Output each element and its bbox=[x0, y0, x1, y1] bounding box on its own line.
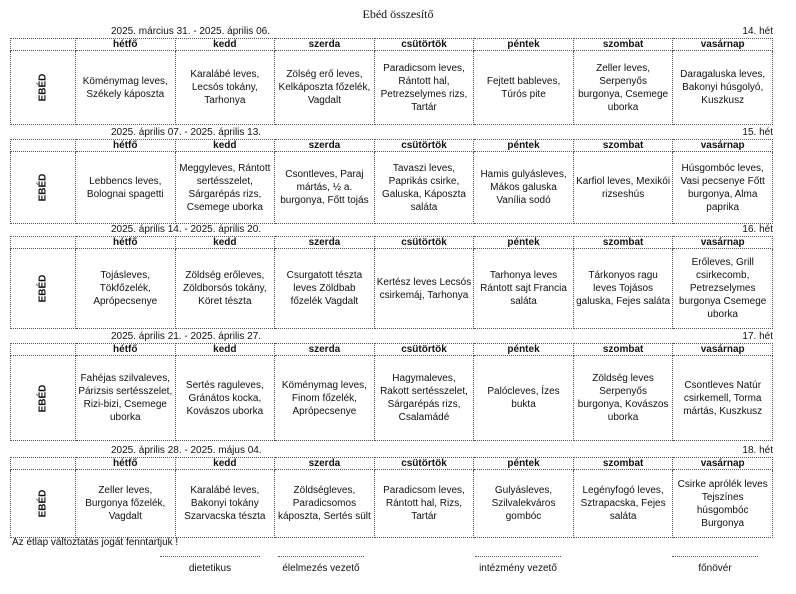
week-header bbox=[10, 26, 773, 38]
meal-row bbox=[11, 152, 773, 224]
week-header bbox=[10, 331, 773, 343]
menu-table bbox=[10, 139, 773, 224]
meal-cell: Paradicsom leves, Rántott hal, Petrezselymes rizs, Tartár bbox=[374, 51, 474, 125]
week-block bbox=[10, 224, 773, 329]
meal-cell: Fejtett bableves, Túrós pite bbox=[474, 51, 574, 125]
meal-label: EBÉD bbox=[37, 173, 49, 202]
signature-catering-manager: élelmezés vezető bbox=[278, 556, 364, 574]
meal-cell: Zöldségleves, Paradicsomos káposzta, Sertés sült bbox=[275, 470, 375, 538]
day-header-monday: hétfő bbox=[76, 140, 176, 152]
week-date-range: 2025. április 14. - 2025. április 20. bbox=[111, 224, 262, 235]
day-header-sunday: vasárnap bbox=[673, 140, 773, 152]
day-header-sunday: vasárnap bbox=[673, 39, 773, 51]
meal-cell: Zeller leves, Serpenyős burgonya, Csemege uborka bbox=[573, 51, 673, 125]
meal-cell: Csontleves Natúr csirkemell, Torma mártás, Kuszkusz bbox=[673, 356, 773, 441]
meal-cell: Kertész leves Lecsós csirkemáj, Tarhonya bbox=[374, 249, 474, 329]
meal-cell: Zöldség leves Serpenyős burgonya, Kovászos uborka bbox=[573, 356, 673, 441]
meal-label-cell bbox=[11, 249, 76, 329]
menu-table bbox=[10, 236, 773, 329]
day-header-saturday: szombat bbox=[573, 237, 673, 249]
menu-table bbox=[10, 343, 773, 441]
day-header-friday: péntek bbox=[474, 458, 574, 470]
week-number: 17. hét bbox=[742, 331, 773, 342]
meal-label-cell bbox=[11, 356, 76, 441]
menu-table bbox=[10, 457, 773, 538]
day-header-saturday: szombat bbox=[573, 140, 673, 152]
meal-cell: Csurgatott tészta leves Zöldbab főzelék Vagdalt bbox=[275, 249, 375, 329]
day-header-wednesday: szerda bbox=[275, 458, 375, 470]
meal-row bbox=[11, 356, 773, 441]
meal-cell: Gulyásleves, Szilvalekváros gombóc bbox=[474, 470, 574, 538]
day-header-tuesday: kedd bbox=[175, 39, 275, 51]
meal-cell: Tárkonyos ragu leves Tojásos galuska, Fejes saláta bbox=[573, 249, 673, 329]
day-header-sunday: vasárnap bbox=[673, 237, 773, 249]
day-header-tuesday: kedd bbox=[175, 237, 275, 249]
signature-dietitian: dietetikus bbox=[160, 556, 260, 574]
meal-label: EBÉD bbox=[37, 274, 49, 303]
meal-cell: Tojásleves, Tökfőzelék, Aprópecsenye bbox=[76, 249, 176, 329]
meal-label-cell bbox=[11, 470, 76, 538]
week-date-range: 2025. április 07. - 2025. április 13. bbox=[111, 127, 262, 138]
meal-label: EBÉD bbox=[37, 384, 49, 412]
week-block bbox=[10, 331, 773, 441]
signature-head-nurse: főnövér bbox=[672, 556, 758, 574]
day-header-friday: péntek bbox=[474, 140, 574, 152]
meal-cell: Palócleves, Ízes bukta bbox=[474, 356, 574, 441]
week-header bbox=[10, 127, 773, 139]
week-date-range: 2025. március 31. - 2025. április 06. bbox=[111, 26, 270, 37]
meal-cell: Húsgombóc leves, Vasi pecsenye Főtt burgonya, Alma paprika bbox=[673, 152, 773, 224]
day-header-thursday: csütörtök bbox=[374, 237, 474, 249]
meal-cell: Tarhonya leves Rántott sajt Francia saláta bbox=[474, 249, 574, 329]
day-header-friday: péntek bbox=[474, 39, 574, 51]
day-header-sunday: vasárnap bbox=[673, 344, 773, 356]
day-header-monday: hétfő bbox=[76, 344, 176, 356]
meal-cell: Csontleves, Paraj mártás, ½ a. burgonya, Főtt tojás bbox=[275, 152, 375, 224]
meal-cell: Lebbencs leves, Bolognai spagetti bbox=[76, 152, 176, 224]
corner-cell bbox=[11, 39, 76, 51]
day-header-row bbox=[11, 237, 773, 249]
week-header bbox=[10, 445, 773, 457]
page-title: Ebéd összesítő bbox=[362, 7, 434, 21]
day-header-thursday: csütörtök bbox=[374, 140, 474, 152]
day-header-row bbox=[11, 39, 773, 51]
signature-institution-head: intézmény vezető bbox=[475, 556, 561, 574]
week-block bbox=[10, 445, 773, 538]
day-header-row bbox=[11, 458, 773, 470]
meal-row bbox=[11, 249, 773, 329]
meal-cell: Daragaluska leves, Bakonyi húsgolyó, Kuszkusz bbox=[673, 51, 773, 125]
meal-label: EBÉD bbox=[37, 73, 49, 102]
day-header-row bbox=[11, 140, 773, 152]
week-date-range: 2025. április 21. - 2025. április 27. bbox=[111, 331, 262, 342]
meal-cell: Karalábé leves, Lecsós tokány, Tarhonya bbox=[175, 51, 275, 125]
meal-cell: Meggyleves, Rántott sertésszelet, Sárgarépás rizs, Csemege uborka bbox=[175, 152, 275, 224]
meal-cell: Csirke aprólék leves Tejszínes húsgombóc Burgonya bbox=[673, 470, 773, 538]
corner-cell bbox=[11, 140, 76, 152]
week-date-range: 2025. április 28. - 2025. május 04. bbox=[111, 445, 262, 456]
day-header-friday: péntek bbox=[474, 344, 574, 356]
meal-cell: Paradicsom leves, Rántott hal, Rizs, Tartár bbox=[374, 470, 474, 538]
meal-cell: Zöldség erőleves, Zöldborsós tokány, Köret tészta bbox=[175, 249, 275, 329]
week-block bbox=[10, 26, 773, 125]
day-header-saturday: szombat bbox=[573, 39, 673, 51]
day-header-wednesday: szerda bbox=[275, 140, 375, 152]
day-header-thursday: csütörtök bbox=[374, 344, 474, 356]
meal-row bbox=[11, 470, 773, 538]
menu-table bbox=[10, 38, 773, 125]
meal-cell: Fahéjas szilvaleves, Párizsis sertésszelet, Rizi-bizi, Csemege uborka bbox=[76, 356, 176, 441]
week-number: 16. hét bbox=[742, 224, 773, 235]
meal-label-cell bbox=[11, 51, 76, 125]
meal-cell: Hamis gulyásleves, Mákos galuska Vanília sodó bbox=[474, 152, 574, 224]
week-number: 14. hét bbox=[742, 26, 773, 37]
day-header-monday: hétfő bbox=[76, 458, 176, 470]
meal-cell: Erőleves, Grill csirkecomb, Petrezselymes burgonya Csemege uborka bbox=[673, 249, 773, 329]
meal-cell: Tavaszi leves, Paprikás csirke, Galuska, Káposzta saláta bbox=[374, 152, 474, 224]
meal-cell: Sertés raguleves, Gránátos kocka, Kovászos uborka bbox=[175, 356, 275, 441]
meal-row bbox=[11, 51, 773, 125]
day-header-thursday: csütörtök bbox=[374, 458, 474, 470]
week-number: 18. hét bbox=[742, 445, 773, 456]
meal-cell: Hagymaleves, Rakott sertésszelet, Sárgarépás rizs, Csalamádé bbox=[374, 356, 474, 441]
meal-cell: Köménymag leves, Székely káposzta bbox=[76, 51, 176, 125]
day-header-monday: hétfő bbox=[76, 237, 176, 249]
corner-cell bbox=[11, 458, 76, 470]
meal-label-cell bbox=[11, 152, 76, 224]
meal-cell: Karfiol leves, Mexikói rizseshús bbox=[573, 152, 673, 224]
day-header-monday: hétfő bbox=[76, 39, 176, 51]
corner-cell bbox=[11, 237, 76, 249]
day-header-row bbox=[11, 344, 773, 356]
day-header-tuesday: kedd bbox=[175, 344, 275, 356]
disclaimer-note: Az étlap változtatás jogát fenntartjuk ! bbox=[12, 537, 179, 548]
week-block bbox=[10, 127, 773, 224]
meal-cell: Legényfogó leves, Sztrapacska, Fejes saláta bbox=[573, 470, 673, 538]
day-header-saturday: szombat bbox=[573, 458, 673, 470]
week-number: 15. hét bbox=[742, 127, 773, 138]
day-header-saturday: szombat bbox=[573, 344, 673, 356]
meal-cell: Zeller leves, Burgonya főzelék, Vagdalt bbox=[76, 470, 176, 538]
meal-cell: Zölség erő leves, Kelkáposzta főzelék, Vagdalt bbox=[275, 51, 375, 125]
meal-cell: Köménymag leves, Finom főzelék, Aprópecsenye bbox=[275, 356, 375, 441]
meal-cell: Karalábé leves, Bakonyi tokány Szarvacska tészta bbox=[175, 470, 275, 538]
day-header-sunday: vasárnap bbox=[673, 458, 773, 470]
day-header-wednesday: szerda bbox=[275, 237, 375, 249]
meal-label: EBÉD bbox=[37, 489, 49, 518]
day-header-wednesday: szerda bbox=[275, 344, 375, 356]
corner-cell bbox=[11, 344, 76, 356]
week-header bbox=[10, 224, 773, 236]
day-header-tuesday: kedd bbox=[175, 458, 275, 470]
day-header-friday: péntek bbox=[474, 237, 574, 249]
day-header-thursday: csütörtök bbox=[374, 39, 474, 51]
day-header-tuesday: kedd bbox=[175, 140, 275, 152]
day-header-wednesday: szerda bbox=[275, 39, 375, 51]
